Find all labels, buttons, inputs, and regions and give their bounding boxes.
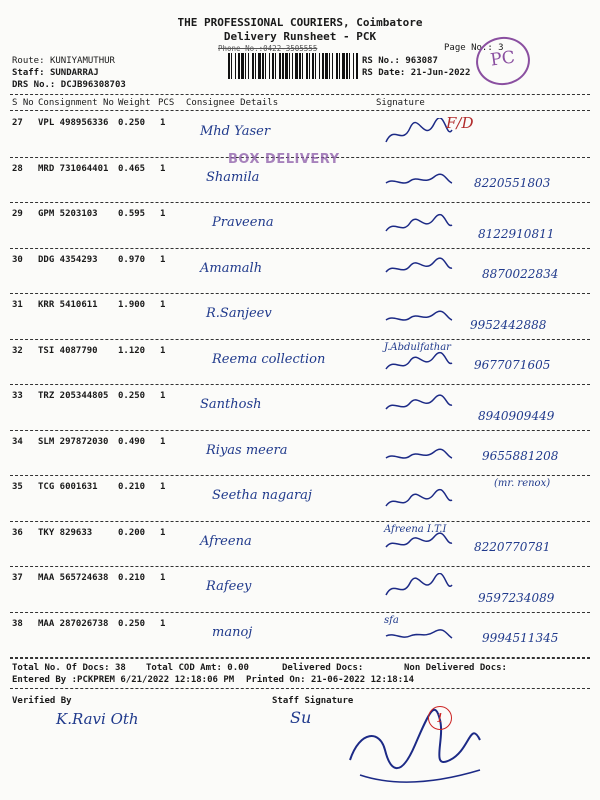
row-pcs: 1 — [160, 618, 166, 629]
total-cod — [146, 663, 249, 673]
barcode-bar — [312, 53, 314, 79]
barcode-bar — [336, 53, 338, 79]
staff-signature-label: Staff Signature — [272, 696, 354, 706]
entered-by — [12, 675, 234, 685]
barcode-bar — [262, 53, 264, 79]
col-sno: S No — [12, 98, 34, 108]
row-consignee: Amamalh — [200, 260, 263, 276]
barcode-bar — [245, 53, 246, 79]
row-signature-scribble — [384, 118, 454, 148]
barcode-bar — [235, 53, 236, 79]
row-pcs: 1 — [160, 300, 166, 310]
table-row — [0, 613, 600, 659]
table-row — [0, 112, 600, 158]
row-signature-scribble — [384, 573, 454, 603]
barcode-bar — [349, 53, 350, 79]
delivered-docs-label: Delivered Docs: — [282, 663, 364, 673]
entered-by-value: PCKPREM 6/21/2022 12:18:06 PM — [77, 675, 235, 685]
barcode-bar — [353, 53, 354, 79]
row-signature-scribble — [384, 255, 454, 285]
col-consignee: Consignee Details — [186, 98, 279, 108]
row-pcs: 1 — [160, 163, 166, 174]
row-consignee: Riyas meera — [206, 442, 288, 458]
row-signature-scribble — [384, 482, 454, 512]
non-delivered-docs-label: Non Delivered Docs: — [404, 663, 507, 673]
row-pcs: 1 — [160, 345, 166, 356]
barcode-bar — [289, 53, 290, 79]
barcode-bar — [275, 53, 276, 79]
table-row — [0, 567, 600, 613]
row-signature-scribble — [384, 209, 454, 239]
row-signature-note: sfa — [384, 614, 399, 626]
row-weight: 1.120 — [118, 345, 146, 356]
barcode-bar — [258, 53, 261, 79]
row-signature-scribble — [384, 437, 454, 467]
row-sno: 37 — [12, 573, 23, 583]
route-label: Route: — [12, 56, 45, 66]
printed-on-label: Printed On: — [246, 675, 306, 685]
barcode-bar — [252, 53, 254, 79]
barcode-bar — [319, 53, 320, 79]
rs-date-row — [362, 68, 470, 78]
row-consignee: Reema collection — [212, 351, 326, 367]
row-consignee: Praveena — [212, 215, 274, 230]
barcode — [228, 53, 358, 79]
barcode-bar — [255, 53, 256, 79]
barcode-bar — [346, 53, 348, 79]
barcode-bar — [265, 53, 266, 79]
row-recipient-phone: 8220551803 — [474, 175, 551, 190]
office-phone: Phone No.:0422-3505555 — [218, 44, 318, 53]
barcode-bar — [339, 53, 340, 79]
row-consignee: Rafeey — [206, 579, 252, 594]
row-recipient-phone: 8220770781 — [474, 539, 551, 554]
route-row — [12, 56, 115, 66]
row-weight: 0.250 — [118, 118, 146, 128]
row-sno: 33 — [12, 391, 23, 401]
barcode-bar — [241, 53, 244, 79]
row-signature-note: (mr. renox) — [494, 478, 551, 489]
verified-by-label: Verified By — [12, 696, 72, 706]
col-consignment: Consignment No — [38, 98, 114, 108]
row-recipient-phone: 9597234089 — [478, 591, 555, 605]
barcode-bar — [269, 53, 270, 79]
row-pcs: 1 — [160, 118, 166, 128]
barcode-bar — [272, 53, 274, 79]
drs-value: DCJB96308703 — [60, 80, 126, 90]
total-docs-label: Total No. Of Docs: — [12, 663, 110, 673]
circled-mark: 1 — [428, 706, 452, 730]
row-consignment: TRZ 205344805 — [38, 391, 109, 401]
table-row — [0, 203, 600, 249]
pc-stamp: PC — [473, 33, 533, 88]
total-docs-value: 38 — [114, 663, 126, 673]
row-consignee: Mhd Yaser — [200, 124, 271, 139]
barcode-bar — [231, 53, 232, 79]
row-recipient-phone: 9994511345 — [482, 630, 559, 645]
row-consignment: GPM 5203103 — [38, 209, 98, 219]
row-recipient-phone: 9952442888 — [470, 318, 547, 332]
row-consignment: TKY 829633 — [38, 527, 93, 538]
table-row — [0, 249, 600, 295]
row-consignment: SLM 297872030 — [38, 436, 109, 447]
row-signature-note: F/D — [446, 114, 474, 132]
row-sno: 27 — [12, 118, 23, 128]
row-recipient-phone: 8940909449 — [478, 409, 555, 423]
row-recipient-phone: 8870022834 — [482, 266, 559, 281]
barcode-bar — [332, 53, 333, 79]
staff-label: Staff: — [12, 68, 45, 78]
row-consignment: VPL 498956336 — [38, 118, 109, 128]
row-consignee: R.Sanjeev — [206, 306, 272, 321]
row-consignment: DDG 4354293 — [38, 254, 98, 265]
row-consignee: manoj — [212, 624, 253, 640]
row-pcs: 1 — [160, 527, 166, 538]
staff-row — [12, 68, 99, 78]
row-weight: 0.595 — [118, 209, 146, 219]
barcode-bar — [238, 53, 240, 79]
table-row — [0, 340, 600, 386]
barcode-bar — [309, 53, 310, 79]
runsheet-subtitle: Delivery Runsheet - PCK — [223, 30, 377, 43]
row-sno: 31 — [12, 300, 23, 310]
row-sno: 32 — [12, 345, 23, 356]
box-delivery-stamp: BOX DELIVERY — [228, 152, 340, 167]
col-pcs: PCS — [158, 98, 175, 108]
row-weight: 1.900 — [118, 300, 146, 310]
table-row — [0, 385, 600, 431]
row-pcs: 1 — [160, 482, 166, 492]
staff-scribble-signature — [340, 690, 490, 790]
row-sno: 38 — [12, 618, 23, 629]
rs-no-value: 963087 — [405, 56, 438, 66]
page-number: Page No.: 3 — [444, 43, 504, 53]
row-weight: 0.970 — [118, 254, 146, 265]
barcode-bar — [306, 53, 308, 79]
barcode-bar — [285, 53, 288, 79]
row-consignment: MAA 565724638 — [38, 573, 109, 583]
drs-row — [12, 80, 126, 90]
row-recipient-phone: 9677071605 — [474, 357, 551, 372]
barcode-bar — [248, 53, 249, 79]
row-recipient-phone: 8122910811 — [478, 227, 555, 241]
col-signature: Signature — [376, 98, 425, 108]
row-sno: 34 — [12, 436, 23, 447]
rs-date-label: RS Date: — [362, 68, 406, 78]
row-sno: 35 — [12, 482, 23, 492]
row-recipient-phone: 9655881208 — [482, 448, 559, 463]
route-value: KUNIYAMUTHUR — [49, 56, 115, 66]
row-sno: 30 — [12, 254, 23, 265]
barcode-bar — [342, 53, 345, 79]
table-row — [0, 522, 600, 568]
row-signature-note: J.Abdulfathar — [384, 341, 451, 353]
row-sno: 29 — [12, 209, 23, 219]
row-sno: 36 — [12, 527, 23, 538]
verified-signature: K.Ravi Oth — [56, 710, 139, 728]
row-consignment: TSI 4087790 — [38, 345, 98, 356]
row-weight: 0.465 — [118, 163, 146, 174]
staff-value: SUNDARRAJ — [49, 68, 99, 78]
col-weight: Weight — [118, 98, 151, 108]
total-docs — [12, 663, 126, 673]
drs-label: DRS No.: — [12, 80, 56, 90]
total-cod-value: 0.00 — [227, 663, 249, 673]
barcode-bar — [315, 53, 316, 79]
row-signature-scribble — [384, 164, 454, 194]
barcode-bar — [279, 53, 281, 79]
row-signature-scribble — [384, 391, 454, 421]
row-consignee: Afreena — [200, 533, 252, 549]
row-pcs: 1 — [160, 436, 166, 447]
row-weight: 0.210 — [118, 482, 146, 492]
rs-date-value: 21-Jun-2022 — [410, 68, 471, 78]
row-weight: 0.210 — [118, 573, 146, 583]
row-consignment: MRD 731064401 — [38, 163, 109, 174]
table-row — [0, 431, 600, 477]
printed-on-value: 21-06-2022 12:18:14 — [311, 675, 414, 685]
row-consignment: KRR 5410611 — [38, 300, 98, 310]
barcode-bar — [356, 53, 358, 79]
staff-signature: Su — [290, 708, 312, 727]
rs-no-row — [362, 56, 438, 66]
table-row — [0, 294, 600, 340]
table-row — [0, 476, 600, 522]
barcode-bar — [228, 53, 230, 79]
row-pcs: 1 — [160, 254, 166, 265]
row-signature-scribble — [384, 300, 454, 330]
row-pcs: 1 — [160, 573, 166, 583]
barcode-bar — [299, 53, 301, 79]
barcode-bar — [282, 53, 284, 79]
row-pcs: 1 — [160, 209, 166, 219]
row-signature-note: Afreena I.T.I — [384, 523, 447, 535]
row-weight: 0.200 — [118, 527, 146, 538]
row-sno: 28 — [12, 163, 23, 174]
total-cod-label: Total COD Amt: — [146, 663, 222, 673]
row-consignee: Seetha nagaraj — [212, 488, 312, 503]
row-consignment: TCG 6001631 — [38, 482, 98, 492]
row-weight: 0.250 — [118, 618, 146, 629]
entered-by-label: Entered By : — [12, 675, 78, 685]
row-pcs: 1 — [160, 391, 166, 401]
row-consignment: MAA 287026738 — [38, 618, 109, 629]
row-consignee: Shamila — [206, 169, 260, 185]
rs-no-label: RS No.: — [362, 56, 400, 66]
barcode-bar — [292, 53, 293, 79]
printed-on — [246, 675, 414, 685]
row-weight: 0.250 — [118, 391, 146, 401]
runsheet-title: THE PROFESSIONAL COURIERS, Coimbatore — [177, 16, 423, 29]
barcode-bar — [329, 53, 330, 79]
barcode-bar — [325, 53, 328, 79]
row-consignee: Santhosh — [200, 397, 262, 412]
barcode-bar — [295, 53, 298, 79]
barcode-bar — [322, 53, 324, 79]
barcode-bar — [302, 53, 303, 79]
row-weight: 0.490 — [118, 436, 146, 447]
